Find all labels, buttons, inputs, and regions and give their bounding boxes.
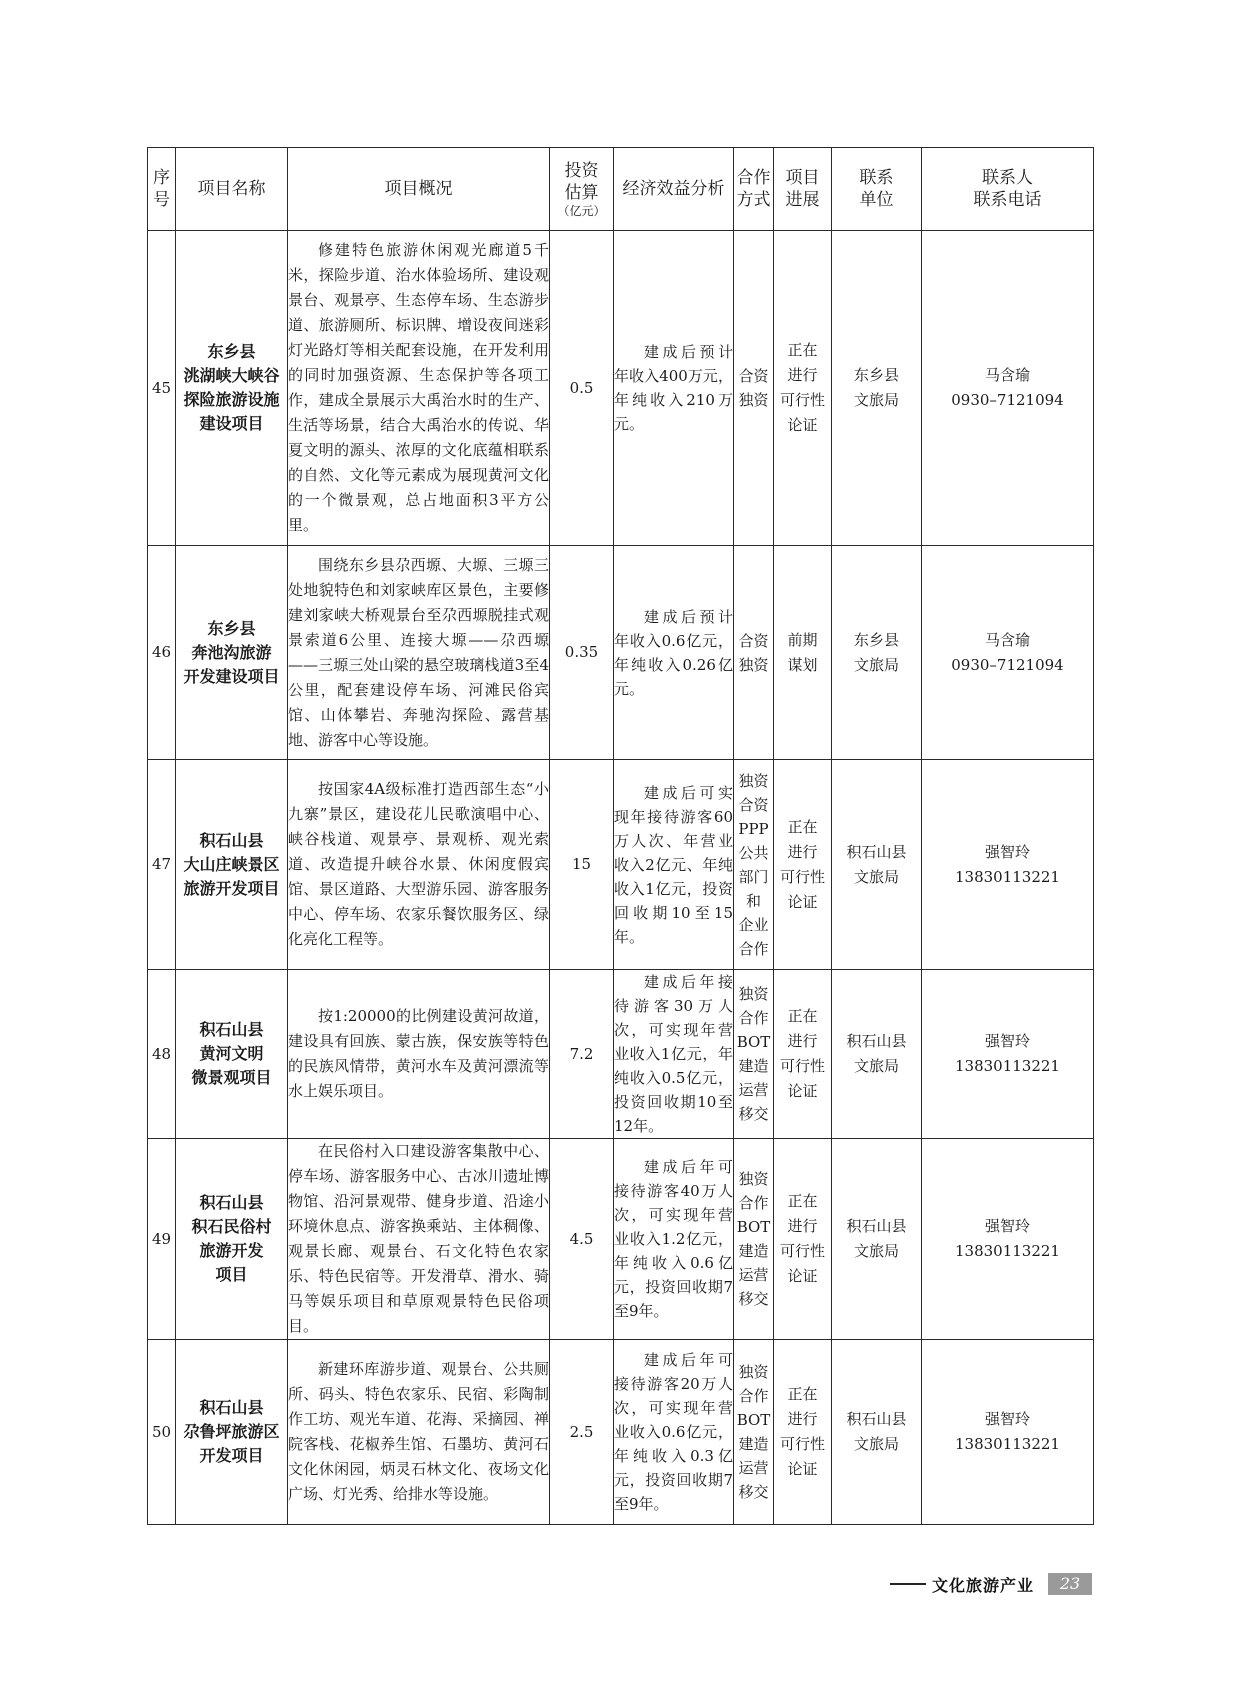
row-unit: 积石山县 文旅局	[832, 970, 922, 1139]
row-investment: 7.2	[550, 970, 614, 1139]
header-coop: 合作 方式	[734, 148, 774, 231]
row-investment: 0.35	[550, 546, 614, 760]
table-row	[148, 760, 1094, 970]
row-description: 围绕东乡县尕西塬、大塬、三塬三处地貌特色和刘家峡库区景色，主要修建刘家峡大桥观景台至尕西塬脱挂式观景索道6公里、连接大塬——尕西塬——三塬三处山梁的悬空玻璃栈道3至4公里，配套建设停车场、河滩民俗宾馆、山体攀岩、奔驰沟探险、露营基地、游客中心等设施。	[288, 546, 550, 760]
row-unit: 东乡县 文旅局	[832, 231, 922, 546]
table-row	[148, 546, 1094, 760]
row-coop: 合资 独资	[734, 231, 774, 546]
header-seq: 序 号	[148, 148, 176, 231]
row-unit: 积石山县 文旅局	[832, 1340, 922, 1525]
row-economic: 建成后可实现年接待游客60万人次、年营业收入2亿元、年纯收入1亿元，投资回收期10至15年。	[614, 760, 734, 970]
row-project-name: 东乡县 奔池沟旅游 开发建设项目	[176, 546, 288, 760]
table-row	[148, 1139, 1094, 1340]
row-description: 在民俗村入口建设游客集散中心、停车场、游客服务中心、古冰川遗址博物馆、沿河景观带、健身步道、沿途小环境休息点、游客换乘站、主体稠像、观景长廊、观景台、石文化特色农家乐、特色民宿等。开发滑草、滑水、骑马等娱乐项目和草原观景特色民俗项目。	[288, 1139, 550, 1340]
table-row	[148, 970, 1094, 1139]
row-description: 修建特色旅游休闲观光廊道5千米，探险步道、治水体验场所、建设观景台、观景亭、生态停车场、生态游步道、旅游厕所、标识牌、增设夜间迷彩灯光路灯等相关配套设施，在开发利用的同时加强资源、生态保护等各项工作，建成全景展示大禹治水时的生产、生活等场景，结合大禹治水的传说、华夏文明的源头、浓厚的文化底蕴相联系的自然、文化等元素成为展现黄河文化的一个微景观，总占地面积3平方公里。	[288, 231, 550, 546]
row-unit: 东乡县 文旅局	[832, 546, 922, 760]
header-unit: 联系 单位	[832, 148, 922, 231]
header-contact: 联系人 联系电话	[922, 148, 1094, 231]
row-coop: 独资 合作 BOT 建造 运营 移交	[734, 1340, 774, 1525]
page-number: 23	[1048, 1573, 1092, 1595]
row-contact: 强智玲 13830113221	[922, 1139, 1094, 1340]
row-economic: 建成后年可接待游客20万人次，可实现年营业收入0.6亿元，年纯收入0.3亿元，投资回收期7至9年。	[614, 1340, 734, 1525]
row-progress: 正在 进行 可行性 论证	[774, 1139, 832, 1340]
header-progress: 项目 进展	[774, 148, 832, 231]
row-project-name: 积石山县 黄河文明 微景观项目	[176, 970, 288, 1139]
row-economic: 建成后预计年收入400万元，年纯收入210万元。	[614, 231, 734, 546]
row-investment: 2.5	[550, 1340, 614, 1525]
header-economic: 经济效益分析	[614, 148, 734, 231]
row-contact: 马含瑜 0930–7121094	[922, 231, 1094, 546]
row-economic: 建成后年接待游客30万人次，可实现年营业收入1亿元，年纯收入0.5亿元，投资回收期10至12年。	[614, 970, 734, 1139]
row-investment: 0.5	[550, 231, 614, 546]
row-seq: 46	[148, 546, 176, 760]
footer-dash	[890, 1583, 926, 1585]
row-contact: 马含瑜 0930–7121094	[922, 546, 1094, 760]
row-progress: 正在 进行 可行性 论证	[774, 760, 832, 970]
row-seq: 48	[148, 970, 176, 1139]
row-progress: 正在 进行 可行性 论证	[774, 1340, 832, 1525]
row-progress: 正在 进行 可行性 论证	[774, 231, 832, 546]
row-economic: 建成后预计年收入0.6亿元，年纯收入0.26亿元。	[614, 546, 734, 760]
row-seq: 49	[148, 1139, 176, 1340]
row-unit: 积石山县 文旅局	[832, 760, 922, 970]
row-description: 按1:20000的比例建设黄河故道，建设具有回族、蒙古族，保安族等特色的民族风情带，黄河水车及黄河漂流等水上娱乐项目。	[288, 970, 550, 1139]
row-contact: 强智玲 13830113221	[922, 760, 1094, 970]
row-investment: 4.5	[550, 1139, 614, 1340]
row-coop: 独资 合作 BOT 建造 运营 移交	[734, 970, 774, 1139]
row-coop: 独资 合作 BOT 建造 运营 移交	[734, 1139, 774, 1340]
row-economic: 建成后年可接待游客40万人次，可实现年营业收入1.2亿元，年纯收入0.6亿元，投资回收期7至9年。	[614, 1139, 734, 1340]
header-investment: 投资 估算 （亿元）	[550, 148, 614, 231]
row-description: 按国家4A级标准打造西部生态“小九寨”景区，建设花儿民歌演唱中心、峡谷栈道、观景亭、景观桥、观光索道、改造提升峡谷水景、休闲度假宾馆、景区道路、大型游乐园、游客服务中心、停车场、农家乐餐饮服务区、绿化亮化工程等。	[288, 760, 550, 970]
table-row	[148, 231, 1094, 546]
row-contact: 强智玲 13830113221	[922, 1340, 1094, 1525]
header-name: 项目名称	[176, 148, 288, 231]
row-seq: 45	[148, 231, 176, 546]
row-project-name: 积石山县 积石民俗村 旅游开发 项目	[176, 1139, 288, 1340]
row-project-name: 积石山县 大山庄峡景区 旅游开发项目	[176, 760, 288, 970]
row-seq: 50	[148, 1340, 176, 1525]
page-footer	[890, 1573, 1092, 1595]
row-unit: 积石山县 文旅局	[832, 1139, 922, 1340]
header-desc: 项目概况	[288, 148, 550, 231]
row-investment: 15	[550, 760, 614, 970]
row-project-name: 东乡县 洮湖峡大峡谷 探险旅游设施 建设项目	[176, 231, 288, 546]
project-table	[147, 147, 1094, 1525]
table-row	[148, 1340, 1094, 1525]
row-coop: 独资 合资 PPP 公共 部门 和 企业 合作	[734, 760, 774, 970]
row-progress: 前期 谋划	[774, 546, 832, 760]
row-seq: 47	[148, 760, 176, 970]
row-coop: 合资 独资	[734, 546, 774, 760]
footer-section-title: 文化旅游产业	[931, 1575, 1034, 1595]
row-progress: 正在 进行 可行性 论证	[774, 970, 832, 1139]
row-contact: 强智玲 13830113221	[922, 970, 1094, 1139]
row-description: 新建环库游步道、观景台、公共厕所、码头、特色农家乐、民宿、彩陶制作工坊、观光车道、花海、采摘园、禅院客栈、花椒养生馆、石墨坊、黄河石文化休闲园，炳灵石林文化、夜场文化广场、灯光秀、给排水等设施。	[288, 1340, 550, 1525]
row-project-name: 积石山县 尕鲁坪旅游区 开发项目	[176, 1340, 288, 1525]
header-row	[148, 148, 1094, 231]
